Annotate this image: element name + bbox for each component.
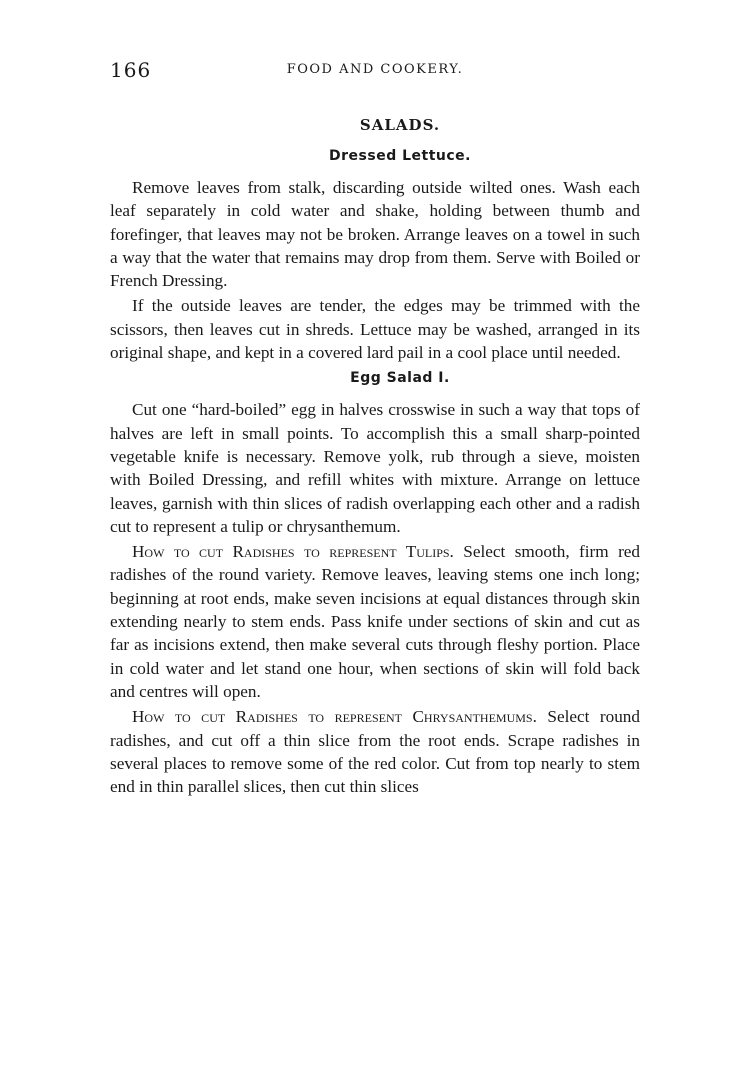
paragraph: If the outside leaves are tender, the edges may be trimmed with the scissors, then leaves cut in shreds. Lettuce may be washed, arranged in its original shape, and kept in a covered lard pail in a cool place until needed. xyxy=(110,296,640,363)
running-title: FOOD AND COOKERY. xyxy=(286,62,464,77)
running-head xyxy=(110,58,640,88)
subsection-paragraph-tulips xyxy=(110,540,640,703)
recipe-title-dressed-lettuce: Dressed Lettuce. xyxy=(329,148,471,164)
subsection-heading: How to cut Radishes to represent Chrysanthemums. xyxy=(132,707,537,727)
page-number: 166 xyxy=(110,58,152,82)
subsection-paragraph-chrysanthemums xyxy=(110,705,640,798)
paragraph: Remove leaves from stalk, discarding outside wilted ones. Wash each leaf separately in cold water and shake, holding between thumb and forefinger, that leaves may not be broken. Arrange leaves on a towel in such a way that the water that remains may drop from them. Serve with Boiled or French Dressing. xyxy=(110,178,640,291)
book-page xyxy=(110,58,640,798)
recipe-title-egg-salad: Egg Salad I. xyxy=(350,370,450,387)
paragraph: Cut one “hard-boiled” egg in halves crosswise in such a way that tops of halves are left in small points. To accomplish this a small sharp-pointed vegetable knife is necessary. Remove yolk, rub through a sieve, moisten with Boiled Dressing, and refill whites with mixture. Arrange on lettuce leaves, garnish with thin slices of radish overlapping each other and a radish cut to represent a tulip or chrysanthemum. xyxy=(110,400,640,536)
subsection-text: Select round radishes, and cut off a thin slice from the root ends. Scrape radishes in several places to remove some of the red color. Cut from top nearly to stem end in thin parallel slices, then cut thin slices xyxy=(110,707,640,797)
subsection-text: Select smooth, firm red radishes of the round variety. Remove leaves, leaving stems one inch long; beginning at root ends, make seven incisions at equal distances through skin extending nearly to stem ends. Pass knife under sections of skin and cut as far as incisions extend, then make several cuts through fleshy portion. Place in cold water and let stand one hour, when sections of skin will fold back and centres will open. xyxy=(110,542,641,701)
subsection-heading: How to cut Radishes to represent Tulips. xyxy=(132,542,454,562)
section-title: SALADS. xyxy=(359,116,441,134)
